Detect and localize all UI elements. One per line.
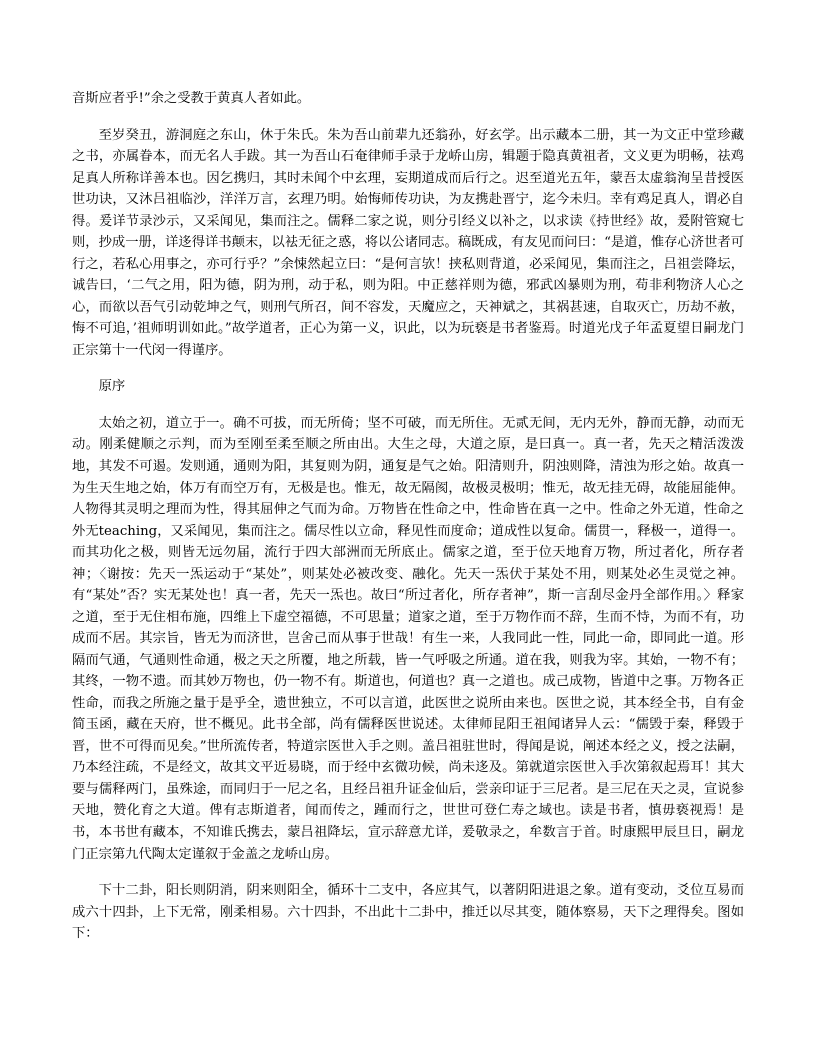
paragraph-spacer — [72, 110, 744, 125]
paragraph-spacer — [72, 398, 744, 413]
section-heading-original-preface: 原序 — [98, 379, 126, 395]
paragraph-taishi-zhichu: 太始之初，道立于一。确不可拔，而无所倚；坚不可破，而无所住。无贰无间，无内无外，静而无静，动而无动。刚柔健顺之示判，而为至刚至柔至顺之所由出。大生之母，大道之原，是曰真一。真一者，先天之精活泼泼地，其发不可遏。发则通，通则为阳，其复则为阴，通复是气之始。阳清则升，阴浊则降，清浊为形之始。故真一为生天生地之始，体万有而空万有，无极是也。惟无，故无隔阂，故极灵极明；惟无，故无挂无碍，故能屈能伸。人物得其灵明之理而为性，得其屈伸之气而为命。万物皆在性命之中，性命皆在真一之中。性命之外无道，性命之外无teaching，又采闻见，集而注之。儒尽性以立命，释见性而度命；道成性以复命。儒贯一，释极一，道得一。而其功化之极，则皆无远勿届，流行于四大部洲而无所底止。儒家之道，至于位天地育万物，所过者化，所存者神；〈谢按：先天一炁运动于“某处”，则某处必被改变、融化。先天一炁伏于某处不用，则某处必生灵觉之神。有“某处”否？实无某处也！真一者，先天一炁也。故曰“所过者化，所存者神”，斯一言刮尽金丹全部作用。〉释家之道，至于无住相布施，四维上下虚空福德，不可思量；道家之道，至于万物作而不辞，生而不恃，为而不有，功成而不居。其宗旨，皆无为而济世，岂舍己而从事于世哉！有生一来，人我同此一性，同此一命，即同此一道。形隔而气通，气通则性命通，极之天之所覆，地之所载，皆一气呼吸之所通。道在我，则我为宰。其始，一物不有；其终，一物不遗。而其妙万物也，仍一物不有。斯道也，何道也？真一之道也。成己成物，皆道中之事。万物各正性命，而我之所施之量于是乎全，遗世独立，不可以言道，此医世之说所由来也。医世之说，其本经全书，自有金简玉函，藏在天府，世不概见。此书全部，尚有儒释医世说述。太律师昆阳王祖闻诸异人云：“儒毁于秦，释毁于晋，世不可得而见矣。”世所流传者，特道宗医世入手之则。盖吕祖驻世时，得闻是说，阐述本经之义，授之法嗣，乃本经注疏，不是经文，故其文平近易晓，而于经中玄微功候，尚未迻及。第就道宗医世入手次第叙起焉耳！其大要与儒释两门，虽殊途，而同归于一尼之名，且经吕祖升证金仙后，尝亲印证于三尼者。是三尼在天之灵，宣说参天地，赞化育之大道。俾有志斯道者，闻而传之，踵而行之，世世可登仁寿之域也。读是书者，慎毋亵视焉！是书，本书世有藏本，不知谁氏携去，蒙吕祖降坛，宣示辞意尤详，爰敬录之，牟数言于首。时康熙甲辰旦日，嗣龙门正宗第九代陶太定谨叙于金盖之龙峤山房。 — [72, 415, 744, 862]
paragraph-twelve-hexagrams: 下十二卦，阳长则阴消，阴来则阳全，循环十二支中，各应其气，以著阴阳进退之象。道有变动，爻位互易而成六十四卦，上下无常，刚柔相易。六十四卦，不出此十二卦中，推迁以尽其变，随体察易，天下之理得矣。图如下： — [72, 883, 744, 942]
document-body — [72, 88, 744, 945]
paragraph-preface-min-yide: 至岁癸丑，游洞庭之东山，休于朱氏。朱为吾山前辈九还翁孙，好玄学。出示藏本二册，其一为文正中堂珍藏之书，亦属眷本，而无名人手跋。其一为吾山石奄律师手录于龙峤山房，辑题于隐真黄祖者，文义更为明畅，祛鸡足真人所称详善本也。因乞携归，其时未闻个中玄理，妄期道成而后行之。迟至道光五年，蒙吾太虚翁洵呈昔授医世功诀，又沐吕祖临沙，洋洋万言，玄理乃明。始悔师传功诀，为友携赴晋宁，迄今未归。幸有鸡足真人，谓必自得。爰详节录沙示，又采闻见，集而注之。儒释二家之说，则分引经义以补之，以求读《持世经》故，爰附管窥七则，抄成一册，详迻得详书颠末，以袪无征之惑，将以公诸同志。稿既成，有友见而问曰：“是道，惟存心济世者可行之，若私心用事之，亦可行乎？”余悚然起立曰：“是何言欤！挟私则背道，必采闻见，集而注之，吕祖尝降坛，诚告曰，‘二气之用，阳为德，阴为刑，动于私，则为阳。中正慈祥则为德，邪武凶暴则为刑，苟非利物济人心之心，而欲以吾气引动乾坤之气，则刑气所召，间不容发，天魔应之，天神斌之，其祸甚速，自取灭亡，历劫不赦，悔不可追，’祖师明训如此。”故学道者，正心为第一义，识此，以为玩亵是书者鉴焉。时道光戊子年孟夏望日嗣龙门正宗第十一代闵一得谨序。 — [72, 127, 744, 358]
paragraph-spacer — [72, 361, 744, 376]
paragraph-spacer — [72, 865, 744, 880]
paragraph-opening: 音斯应者乎!”余之受教于黄真人者如此。 — [72, 91, 311, 106]
